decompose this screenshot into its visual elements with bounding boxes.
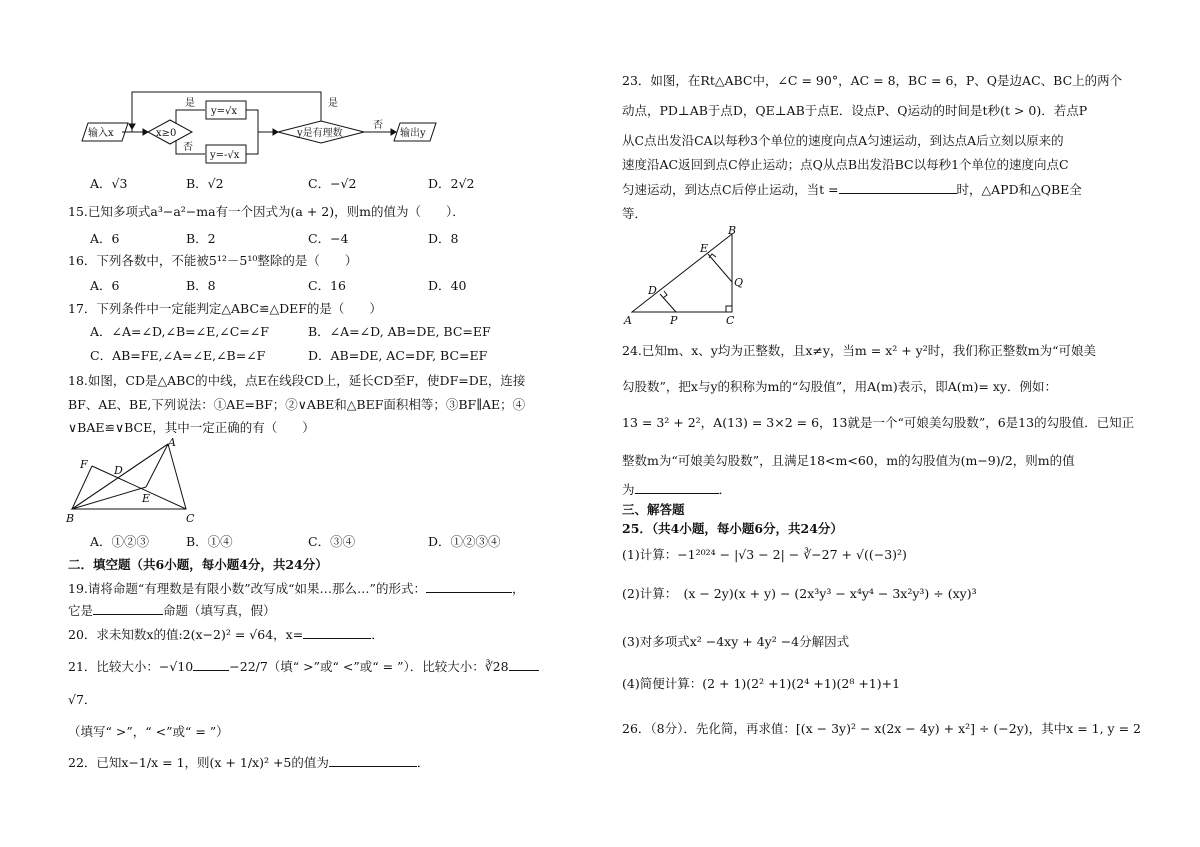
fig18-label-f: F	[80, 458, 88, 471]
q23-line4: 速度沿AC返回到点C停止运动；点Q从点B出发沿BC以每秒1个单位的速度向点C	[622, 157, 1069, 172]
q14-choice-c: C．−√2	[308, 176, 357, 191]
q22-end: ．	[416, 755, 430, 770]
q23-line5-a: 匀速运动，到达点C后停止运动，当t =	[622, 182, 839, 197]
q19-line1	[68, 579, 524, 597]
q21-text-a: 21．比较大小：−√10	[68, 659, 194, 674]
q20-line	[68, 625, 384, 643]
q18-choice-b: B．①④	[186, 534, 233, 549]
fig23-label-e: E	[700, 242, 709, 255]
q21-text-b: −22/7（填“ >”或“ <”或“ = ”）．比较大小：∛28	[229, 659, 509, 674]
q16-choice-d: D．40	[428, 278, 467, 293]
q18-choice-c: C．③④	[308, 534, 356, 549]
fig18-label-d: D	[114, 464, 123, 477]
q25-part1: (1)计算：−1²⁰²⁴ − |√3 − 2| − ∛−27 + √((−3)²)	[622, 547, 907, 562]
flow-out-no-label: 否	[373, 120, 383, 131]
q19-blank1[interactable]	[426, 579, 512, 593]
q24-line4: 整数m为“可娘美勾股数”，且满足18<m<60，m的勾股值为(m−9)/2，则m的值	[622, 453, 1075, 468]
q15-text: 15.已知多项式a³−a²−ma有一个因式为(a + 2)，则m的值为（ ）．	[68, 204, 465, 219]
q21-blank1[interactable]	[193, 657, 229, 671]
fig18-label-e: E	[142, 492, 151, 505]
q18-choice-d: D．①②③④	[428, 534, 501, 549]
q18-choice-a: A．①②③	[90, 534, 150, 549]
q24-line2: 勾股数”，把x与y的积称为m的“勾股值”，用A(m)表示，即A(m)= xy．例如：	[622, 379, 1057, 394]
q17-choice-b: B．∠A=∠D, AB=DE, BC=EF	[308, 324, 491, 339]
q16-choice-b: B．8	[186, 278, 216, 293]
q25-title: 25．（共4小题，每小题6分，共24分）	[622, 521, 843, 536]
q20-blank[interactable]	[303, 625, 371, 639]
q17-choice-d: D．AB=DE, AC=DF, BC=EF	[308, 348, 488, 363]
q21-line1	[68, 657, 539, 675]
q24-line5-end: ．	[718, 482, 732, 497]
fig23-label-q: Q	[734, 276, 744, 289]
q19-line2-start: 它是	[68, 603, 94, 618]
q24-line5-text: 为	[622, 482, 635, 497]
q24-blank[interactable]	[635, 480, 719, 494]
q23-line6: 等．	[622, 206, 648, 221]
q14-choice-d: D．2√2	[428, 176, 475, 191]
fig23-label-b: B	[728, 224, 737, 237]
q15-choice-b: B．2	[186, 231, 216, 246]
q23-line5	[622, 180, 1082, 198]
flow-box-yes: y=√x	[211, 106, 238, 117]
fig23-label-p: P	[670, 314, 678, 327]
fig18-label-b: B	[66, 512, 75, 525]
q17-choice-c: C．AB=FE,∠A=∠E,∠B=∠F	[90, 348, 266, 363]
flow-no-label: 否	[183, 142, 193, 153]
q20-text: 20．求未知数x的值:2(x−2)² = √64，x=	[68, 627, 304, 642]
q16-choice-c: C．16	[308, 278, 346, 293]
q17-text: 17．下列条件中一定能判定△ABC≌△DEF的是（ ）	[68, 301, 382, 316]
fig23-label-d: D	[648, 284, 657, 297]
q18-figure	[64, 436, 214, 526]
q16-text: 16．下列各数中，不能被5¹²－5¹⁰整除的是（ ）	[68, 253, 358, 268]
flowchart-figure	[80, 88, 450, 168]
q24-line1: 24.已知m、x、y均为正整数，且x≠y，当m = x² + y²时，我们称正整数m为“可娘美	[622, 343, 1097, 358]
fig18-label-c: C	[186, 512, 195, 525]
fig18-label-a: A	[168, 436, 176, 449]
q16-choice-a: A．6	[90, 278, 120, 293]
q19-line2	[68, 601, 276, 619]
q23-blank[interactable]	[839, 180, 957, 194]
q14-choice-b: B．√2	[186, 176, 224, 191]
flow-input-label: 输入x	[88, 128, 114, 139]
section2-title: 二．填空题（共6小题，每小题4分，共24分）	[68, 557, 328, 572]
q23-figure	[622, 222, 752, 332]
flow-output-label: 输出y	[400, 128, 426, 139]
q23-line5-b: 时，△APD和△QBE全	[956, 182, 1082, 197]
q24-line5	[622, 480, 731, 498]
q21-line3: （填写“ >”，“ <”或“ = ”）	[68, 724, 229, 739]
q25-part3: (3)对多项式x² −4xy + 4y² −4分解因式	[622, 634, 850, 649]
q18-line3: ∨BAE≌∨BCE，其中一定正确的有（ ）	[68, 420, 315, 435]
flow-cond-label: x≥0	[156, 128, 177, 139]
q22-line	[68, 753, 429, 771]
section3-title: 三、解答题	[622, 502, 685, 517]
q15-choice-c: C．−4	[308, 231, 349, 246]
q19-line1-end: ，	[511, 581, 525, 596]
q22-text: 22．已知x−1/x = 1，则(x + 1/x)² +5的值为	[68, 755, 329, 770]
q17-choice-a: A．∠A=∠D,∠B=∠E,∠C=∠F	[90, 324, 269, 339]
fig23-label-c: C	[726, 314, 735, 327]
q25-part2: (2)计算： (x − 2y)(x + y) − (2x³y³ − x⁴y⁴ − 3x²y³) ÷ (xy)³	[622, 586, 977, 601]
flow-loop-yes-label: 是	[328, 98, 338, 109]
q15-choice-a: A．6	[90, 231, 120, 246]
flow-box-no: y=-√x	[210, 150, 240, 161]
fig23-label-a: A	[624, 314, 632, 327]
q19-line2-end: 命题（填写真，假）	[163, 603, 276, 618]
q26-text: 26．（8分）．先化简，再求值：[(x − 3y)² − x(2x − 4y) + x²] ÷ (−2y)，其中x = 1, y = 2	[622, 721, 1141, 736]
q15-choice-d: D．8	[428, 231, 459, 246]
q25-part4: (4)简便计算：(2 + 1)(2² +1)(2⁴ +1)(2⁸ +1)+1	[622, 676, 901, 691]
q24-line3: 13 = 3² + 2²，A(13) = 3×2 = 6，13就是一个“可娘美勾股数”，6是13的勾股值．已知正	[622, 415, 1135, 430]
q21-blank2[interactable]	[509, 657, 539, 671]
q22-blank[interactable]	[329, 753, 417, 767]
flow-rational-label: y是有理数	[297, 128, 343, 139]
q20-end: ．	[371, 627, 384, 642]
q23-line2: 动点，PD⊥AB于点D，QE⊥AB于点E．设点P、Q运动的时间是t秒(t > 0)．若点P	[622, 103, 1088, 118]
q18-line1: 18.如图，CD是△ABC的中线，点E在线段CD上，延长CD至F，使DF=DE，连接	[68, 373, 526, 388]
q23-line1: 23．如图，在Rt△ABC中，∠C = 90°，AC = 8，BC = 6，P、Q是边AC、BC上的两个	[622, 73, 1123, 88]
q21-line2: √7．	[68, 692, 97, 707]
q18-line2: BF、AE、BE,下列说法：①AE=BF；②∨ABE和△BEF面积相等；③BF∥AE；④	[68, 397, 526, 412]
q14-choice-a: A．√3	[90, 176, 128, 191]
q19-line1-text: 19.请将命题“有理数是有限小数”改写成“如果…那么…”的形式：	[68, 581, 426, 596]
q23-line3: 从C点出发沿CA以每秒3个单位的速度向点A匀速运动，到达点A后立刻以原来的	[622, 133, 1064, 148]
flow-yes-label: 是	[185, 98, 195, 109]
q19-blank2[interactable]	[93, 601, 163, 615]
